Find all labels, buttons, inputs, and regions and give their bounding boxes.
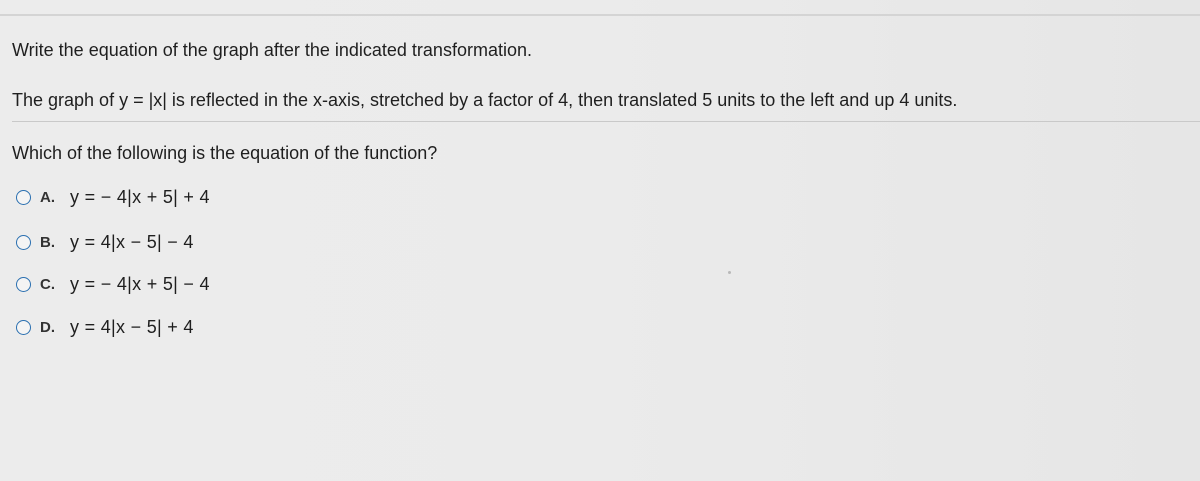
question-text: Which of the following is the equation of the function? [12, 143, 438, 163]
option-d[interactable] [16, 314, 194, 340]
problem-text: The graph of y = |x| is reflected in the x-axis, stretched by a factor of 4, then translated 5 units to the left and up 4 units. [12, 90, 958, 110]
option-b[interactable] [16, 229, 194, 255]
radio-button-b[interactable] [16, 235, 31, 250]
screen-speck [728, 271, 731, 274]
option-c[interactable] [16, 271, 210, 297]
instruction-text: Write the equation of the graph after the indicated transformation. [12, 40, 532, 60]
option-c-equation: y = − 4|x + 5| − 4 [70, 273, 210, 294]
option-d-letter: D. [40, 318, 55, 336]
radio-button-a[interactable] [16, 190, 31, 205]
option-b-equation: y = 4|x − 5| − 4 [70, 231, 194, 252]
top-divider [0, 14, 1200, 16]
radio-button-c[interactable] [16, 277, 31, 292]
option-a-equation: y = − 4|x + 5| + 4 [70, 186, 210, 207]
radio-button-d[interactable] [16, 320, 31, 335]
section-divider [12, 121, 1200, 122]
option-d-equation: y = 4|x − 5| + 4 [70, 316, 194, 337]
option-b-letter: B. [40, 233, 55, 251]
option-a-letter: A. [40, 188, 55, 206]
option-a[interactable] [16, 184, 210, 210]
option-c-letter: C. [40, 275, 55, 293]
